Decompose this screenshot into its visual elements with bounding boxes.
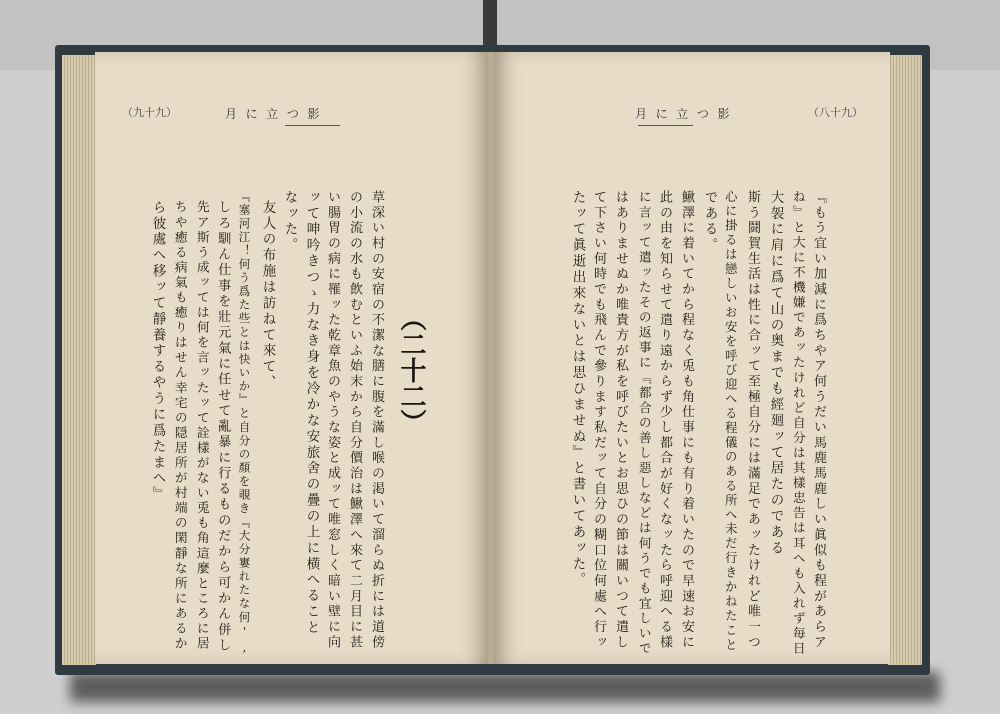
book-gutter <box>488 52 494 664</box>
left-text-line: ら彼處へ移ッて靜養するやうに爲たまへ』 <box>149 200 166 503</box>
left-text-line: 『塞河江！何う爲た些とは快いか』と自分の顏を覗き『大分寠れたな何', <box>237 190 252 657</box>
left-text-line: 友人の布施は訪ねて來て、 <box>259 200 276 392</box>
left-text-line: 草深い村の安宿の不潔な膳に腹を滿し喉の渇いて溜らぬ折には道傍 <box>369 190 384 651</box>
book-shadow <box>70 672 940 702</box>
right-text-line: て下さい何時でも飛んで參ります私だッて自分の糊口位何處へ行ッ <box>591 190 606 651</box>
left-text-line: なッた。 <box>281 190 298 254</box>
right-running-head: 月 に 立 つ 影 <box>635 107 732 121</box>
left-text-line: しろ馴ん仕事を壯元氣に任せて亂暴に行るものだから可かん併し <box>215 200 231 654</box>
left-page-number: （九十九） <box>122 106 177 119</box>
right-text-line: である。 <box>701 190 718 254</box>
right-text-line: ね』と大に不機嫌であッたけれど自分は其樣忠告は耳へも入れず毎日 <box>789 190 805 657</box>
right-text-line: たッて眞逝出來ないとは思ひませぬ』と書いてあッた。 <box>569 190 586 589</box>
right-text-line: はありませぬか唯貴方が私を呼びたいとお思ひの節は關いつて遣し <box>613 190 628 651</box>
right-text-line: に言ッて遣ッたその返事に『都合の善し惡しなどは何うでも宜しいで <box>635 190 651 657</box>
left-text-line: ちや癒る病氣も癒りはせん幸宅の隠居所が村端の閑靜な所にあるか <box>171 200 187 652</box>
left-text-line: の小流の水も飲むといふ始末から自分價治は鰍澤へ來て二月目に甚 <box>347 190 362 651</box>
right-text-line: 『もう宜い加減に爲ちやア何うだい馬鹿馬鹿しい眞似も程があらア <box>811 190 826 651</box>
right-page-number: （八十九） <box>808 106 863 119</box>
right-text-line: 斯う鬪賀生活は性に合ッて至極自分には滿足であッたけれど唯一つ <box>745 190 760 651</box>
left-running-head: 月 に 立 つ 影 <box>225 107 322 121</box>
left-head-rule <box>285 125 340 126</box>
left-text-line: ッて呻吟きつゝ力なき身を冷かな安旅舍の疊の上に横へること <box>303 190 320 637</box>
left-text-line: い腸胃の病に罹ッた乾章魚のやうな姿と成ッて唯窓しく暗い壁に向 <box>325 190 340 651</box>
left-text-line: 先ア斯う成ッては何を言ッたッて詮樣がない兎も角這麼ところに居 <box>193 200 209 652</box>
right-text-line: 大袈に肩に爲て山の奥までも經廻ッて居たのである <box>767 190 784 557</box>
right-text-line: 心に掛るは戀しいお安を呼び迎へる程儀のある所へ未だ行きかねたこと <box>723 190 738 653</box>
right-head-rule <box>638 125 693 126</box>
right-text-line: 此の由を知らせて遣り遠からず少し都合が好くなッたら呼迎へる樣 <box>657 190 672 651</box>
page-edges-left <box>62 55 96 665</box>
chapter-heading: （二十二） <box>396 305 426 435</box>
page-edges-right <box>888 55 922 665</box>
right-text-line: 鰍澤に着いてから程なく兎も角仕事にも有り着いたので早速お安に <box>679 190 694 651</box>
